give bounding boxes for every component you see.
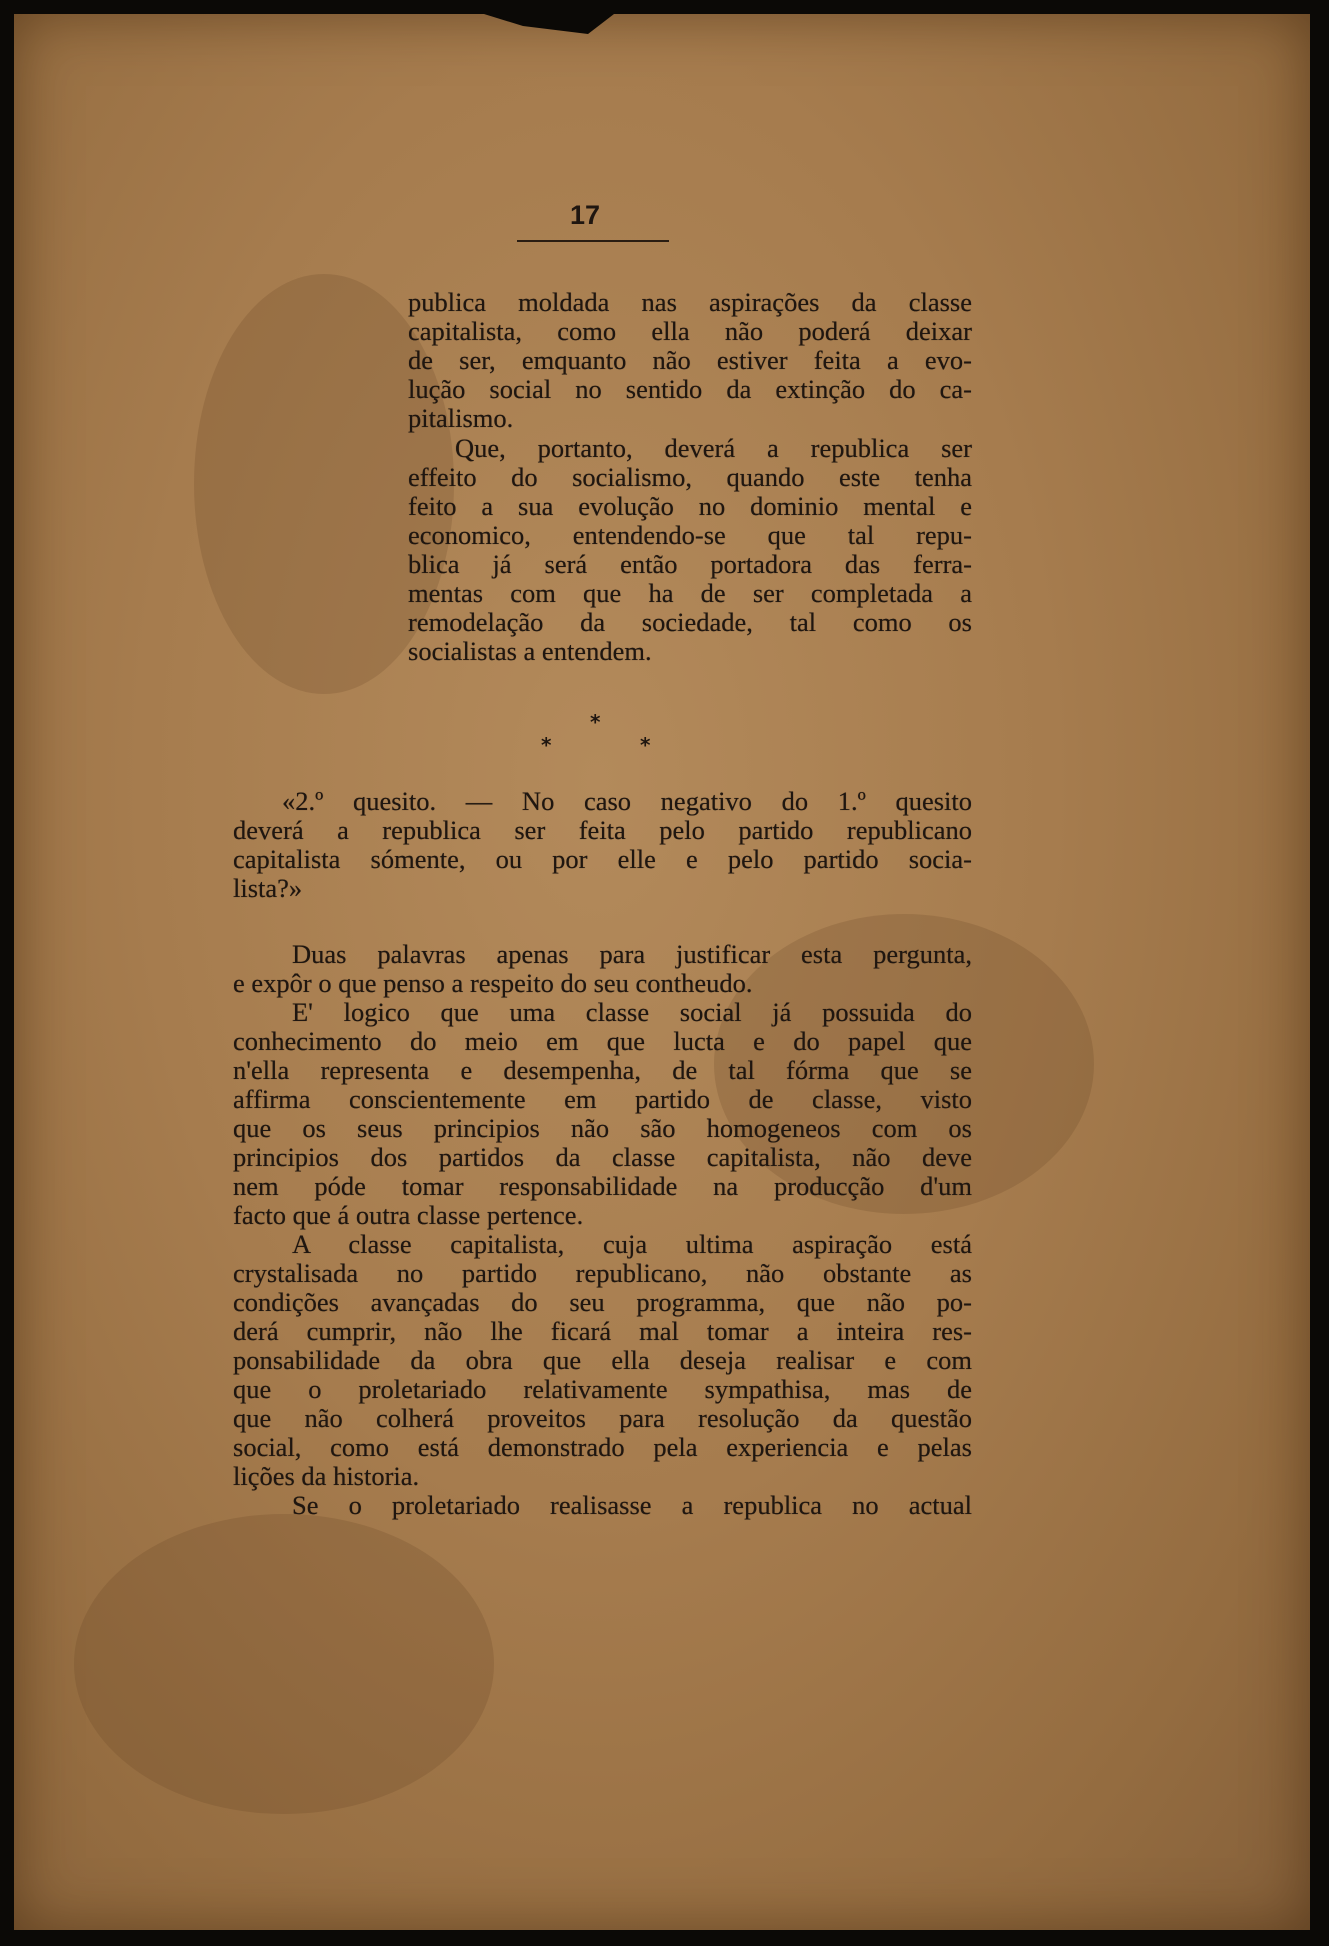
text-line: social, como está demonstrado pela experiencia e pelas	[233, 1432, 972, 1462]
text-line: que não colherá proveitos para resolução da questão	[233, 1403, 972, 1433]
text-line: publica moldada nas aspirações da classe	[408, 287, 972, 317]
text-line: E' logico que uma classe social já possuida do	[292, 997, 972, 1027]
text-line: facto que á outra classe pertence.	[233, 1200, 584, 1230]
ornament-star: *	[590, 710, 601, 734]
text-line: lução social no sentido da extinção do ca-	[408, 374, 972, 404]
text-line: socialistas a entendem.	[408, 636, 652, 666]
text-line: capitalista, como ella não poderá deixar	[408, 316, 972, 346]
text-line: feito a sua evolução no dominio mental e	[408, 491, 972, 521]
torn-notch	[484, 14, 614, 34]
ornament-star: *	[640, 733, 651, 757]
text-line: blica já será então portadora das ferra-	[408, 549, 972, 579]
text-line: lições da historia.	[233, 1461, 420, 1491]
text-line: nem póde tomar responsabilidade na producção d'um	[233, 1171, 972, 1201]
text-line: principios dos partidos da classe capitalista, não deve	[233, 1142, 972, 1172]
text-line: mentas com que ha de ser completada a	[408, 578, 972, 608]
text-line: crystalisada no partido republicano, não obstante as	[233, 1258, 972, 1288]
page-number-rule	[517, 240, 669, 242]
page-number: 17	[570, 200, 601, 230]
text-line: conhecimento do meio em que lucta e do papel que	[233, 1026, 972, 1056]
text-line: capitalista sómente, ou por elle e pelo partido socia-	[233, 844, 972, 874]
text-line: n'ella representa e desempenha, de tal fórma que se	[233, 1055, 972, 1085]
text-line: e expôr o que penso a respeito do seu contheudo.	[233, 968, 753, 998]
ornament-star: *	[541, 733, 552, 757]
text-line: que o proletariado relativamente sympathisa, mas de	[233, 1374, 972, 1404]
text-line: que os seus principios não são homogeneos com os	[233, 1113, 972, 1143]
text-line: Que, portanto, deverá a republica ser	[455, 433, 972, 463]
text-line: lista?»	[233, 873, 303, 903]
text-line: A classe capitalista, cuja ultima aspiração está	[292, 1229, 972, 1259]
text-line: Se o proletariado realisasse a republica no actual	[292, 1490, 972, 1520]
text-line: deverá a republica ser feita pelo partido republicano	[233, 815, 972, 845]
text-line: pitalismo.	[408, 403, 514, 433]
text-line: condições avançadas do seu programma, que não po-	[233, 1287, 972, 1317]
text-line: remodelação da sociedade, tal como os	[408, 607, 972, 637]
text-line: Duas palavras apenas para justificar esta pergunta,	[292, 939, 972, 969]
text-line: de ser, emquanto não estiver feita a evo-	[408, 345, 972, 375]
paper-stain	[74, 1514, 494, 1814]
text-line: affirma conscientemente em partido de classe, visto	[233, 1084, 972, 1114]
text-line: effeito do socialismo, quando este tenha	[408, 462, 972, 492]
text-line: derá cumprir, não lhe ficará mal tomar a inteira res-	[233, 1316, 972, 1346]
text-line: economico, entendendo-se que tal repu-	[408, 520, 972, 550]
text-line: ponsabilidade da obra que ella deseja realisar e com	[233, 1345, 972, 1375]
text-line: «2.º quesito. — No caso negativo do 1.º quesito	[282, 786, 972, 816]
